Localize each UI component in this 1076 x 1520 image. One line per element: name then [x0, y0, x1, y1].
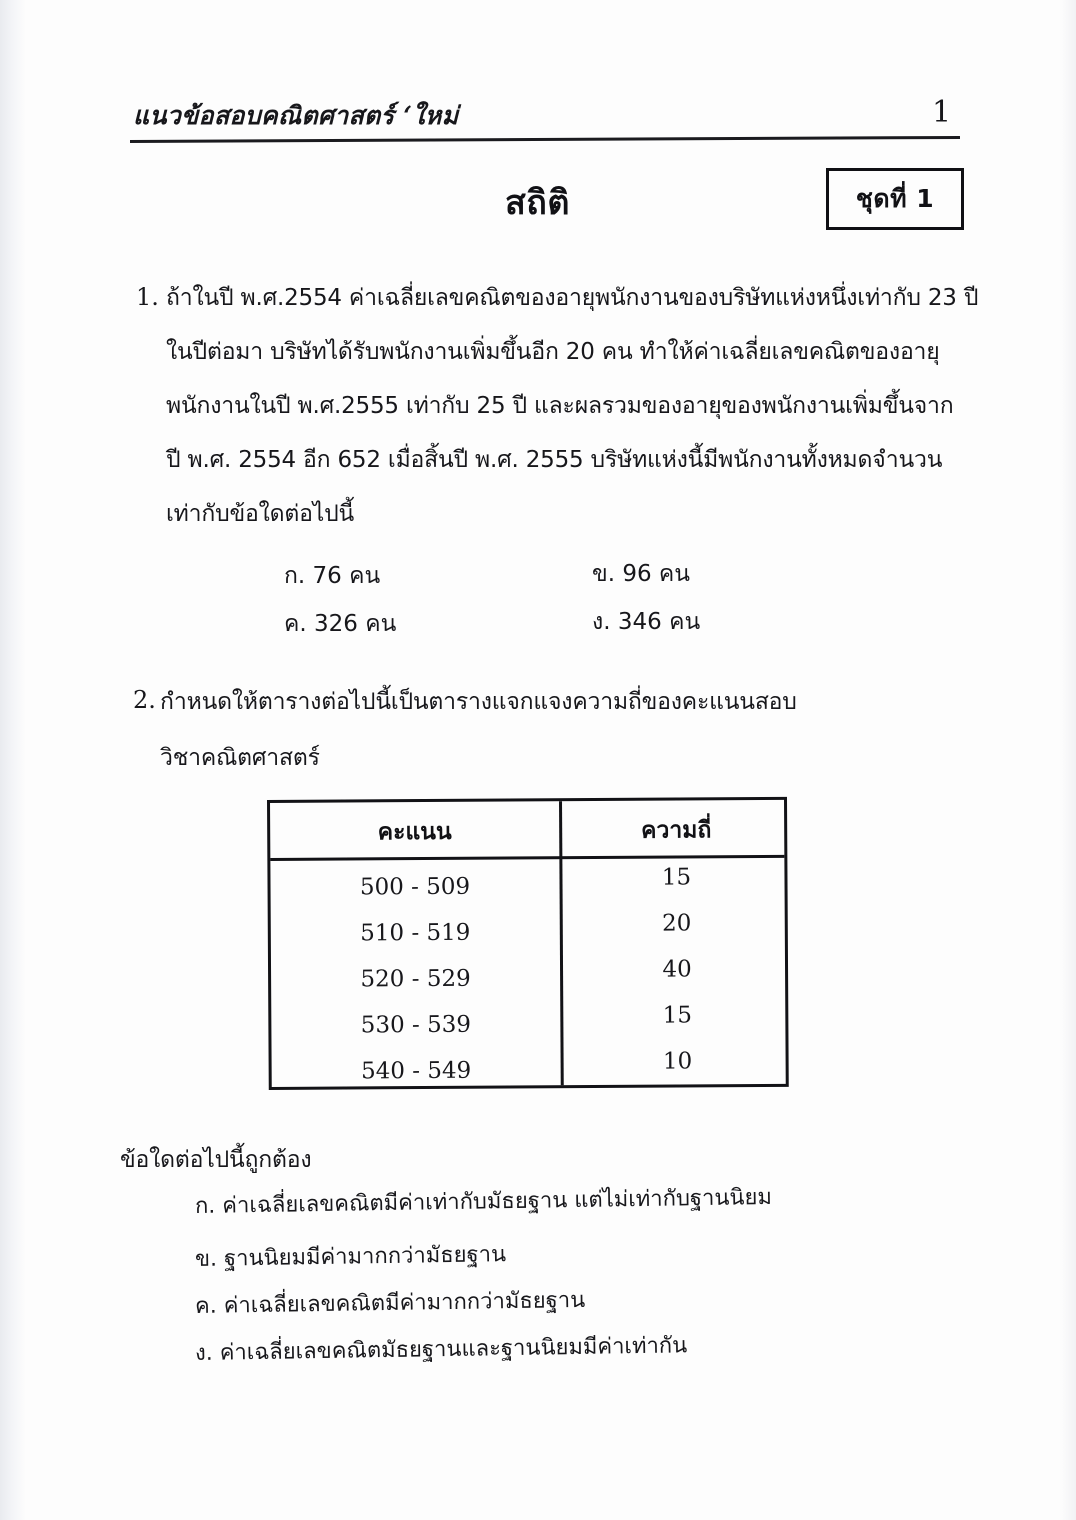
question-1-choice-kho2: ค. 326 คน [284, 611, 397, 637]
frequency-table [267, 797, 789, 1090]
question-1-choice-ngo: ง. 346 คน [592, 609, 701, 635]
question-1-line: ปี พ.ศ. 2554 อีก 652 เมื่อสิ้นปี พ.ศ. 2555 บริษัทแห่งนี้มีพนักงานทั้งหมดจำนวน [166, 447, 943, 473]
question-2-line: วิชาคณิตศาสตร์ [160, 745, 320, 771]
question-1-line: เท่ากับข้อใดต่อไปนี้ [166, 501, 355, 527]
question-2-prompt: ข้อใดต่อไปนี้ถูกต้อง [120, 1147, 312, 1173]
table-cell-frequency: 10 [662, 1048, 693, 1075]
table-cell-frequency: 20 [662, 910, 692, 937]
table-cell-score: 530 - 539 [360, 1011, 472, 1039]
question-2-option-ngo: ง. ค่าเฉลี่ยเลขคณิตมัธยฐานและฐานนิยมมีค่าเท่ากัน [194, 1333, 688, 1366]
set-badge-box [826, 168, 964, 230]
table-cell-frequency: 40 [662, 956, 692, 983]
table-header-frequency: ความถี่ [640, 817, 712, 844]
question-2-option-kho: ข. ฐานนิยมมีค่ามากกว่ามัธยฐาน [194, 1242, 507, 1272]
question-2-line: กำหนดให้ตารางต่อไปนี้เป็นตารางแจกแจงความถี่ของคะแนนสอบ [160, 689, 797, 715]
table-cell-frequency: 15 [661, 864, 692, 891]
table-cell-frequency: 15 [662, 1002, 693, 1029]
question-2-number: 2. [133, 686, 156, 714]
table-cell-score: 520 - 529 [360, 965, 471, 993]
table-cell-score: 540 - 549 [360, 1057, 472, 1085]
table-header-divider [270, 855, 784, 861]
question-1-line: ในปีต่อมา บริษัทได้รับพนักงานเพิ่มขึ้นอีก 20 คน ทำให้ค่าเฉลี่ยเลขคณิตของอายุ [166, 339, 940, 365]
header-rule [130, 136, 960, 143]
set-badge-label: ชุดที่ 1 [855, 184, 935, 213]
scan-edge-shadow-right [1060, 0, 1076, 1520]
question-1-choice-kho: ข. 96 คน [592, 561, 691, 587]
table-cell-score: 500 - 509 [359, 873, 471, 901]
question-2-option-kho2: ค. ค่าเฉลี่ยเลขคณิตมีค่ามากกว่ามัธยฐาน [194, 1287, 586, 1319]
table-header-scores: คะแนน [377, 818, 452, 846]
question-1-line: ถ้าในปี พ.ศ.2554 ค่าเฉลี่ยเลขคณิตของอายุพนักงานของบริษัทแห่งหนึ่งเท่ากับ 23 ปี [166, 285, 979, 311]
question-1-choice-ka: ก. 76 คน [284, 563, 381, 589]
question-2-option-ka: ก. ค่าเฉลี่ยเลขคณิตมีค่าเท่ากับมัธยฐาน แต่ไม่เท่ากับฐานนิยม [194, 1184, 773, 1219]
running-header-title: แนวข้อสอบคณิตศาสตร์ ‘ใหม่ [133, 101, 459, 130]
question-1-number: 1. [136, 283, 159, 311]
page-number: 1 [932, 95, 952, 130]
question-1-line: พนักงานในปี พ.ศ.2555 เท่ากับ 25 ปี และผลรวมของอายุของพนักงานเพิ่มขึ้นจาก [166, 393, 954, 419]
scan-edge-shadow-left [0, 0, 26, 1520]
table-cell-score: 510 - 519 [360, 919, 471, 947]
page-title: สถิติ [505, 183, 570, 223]
